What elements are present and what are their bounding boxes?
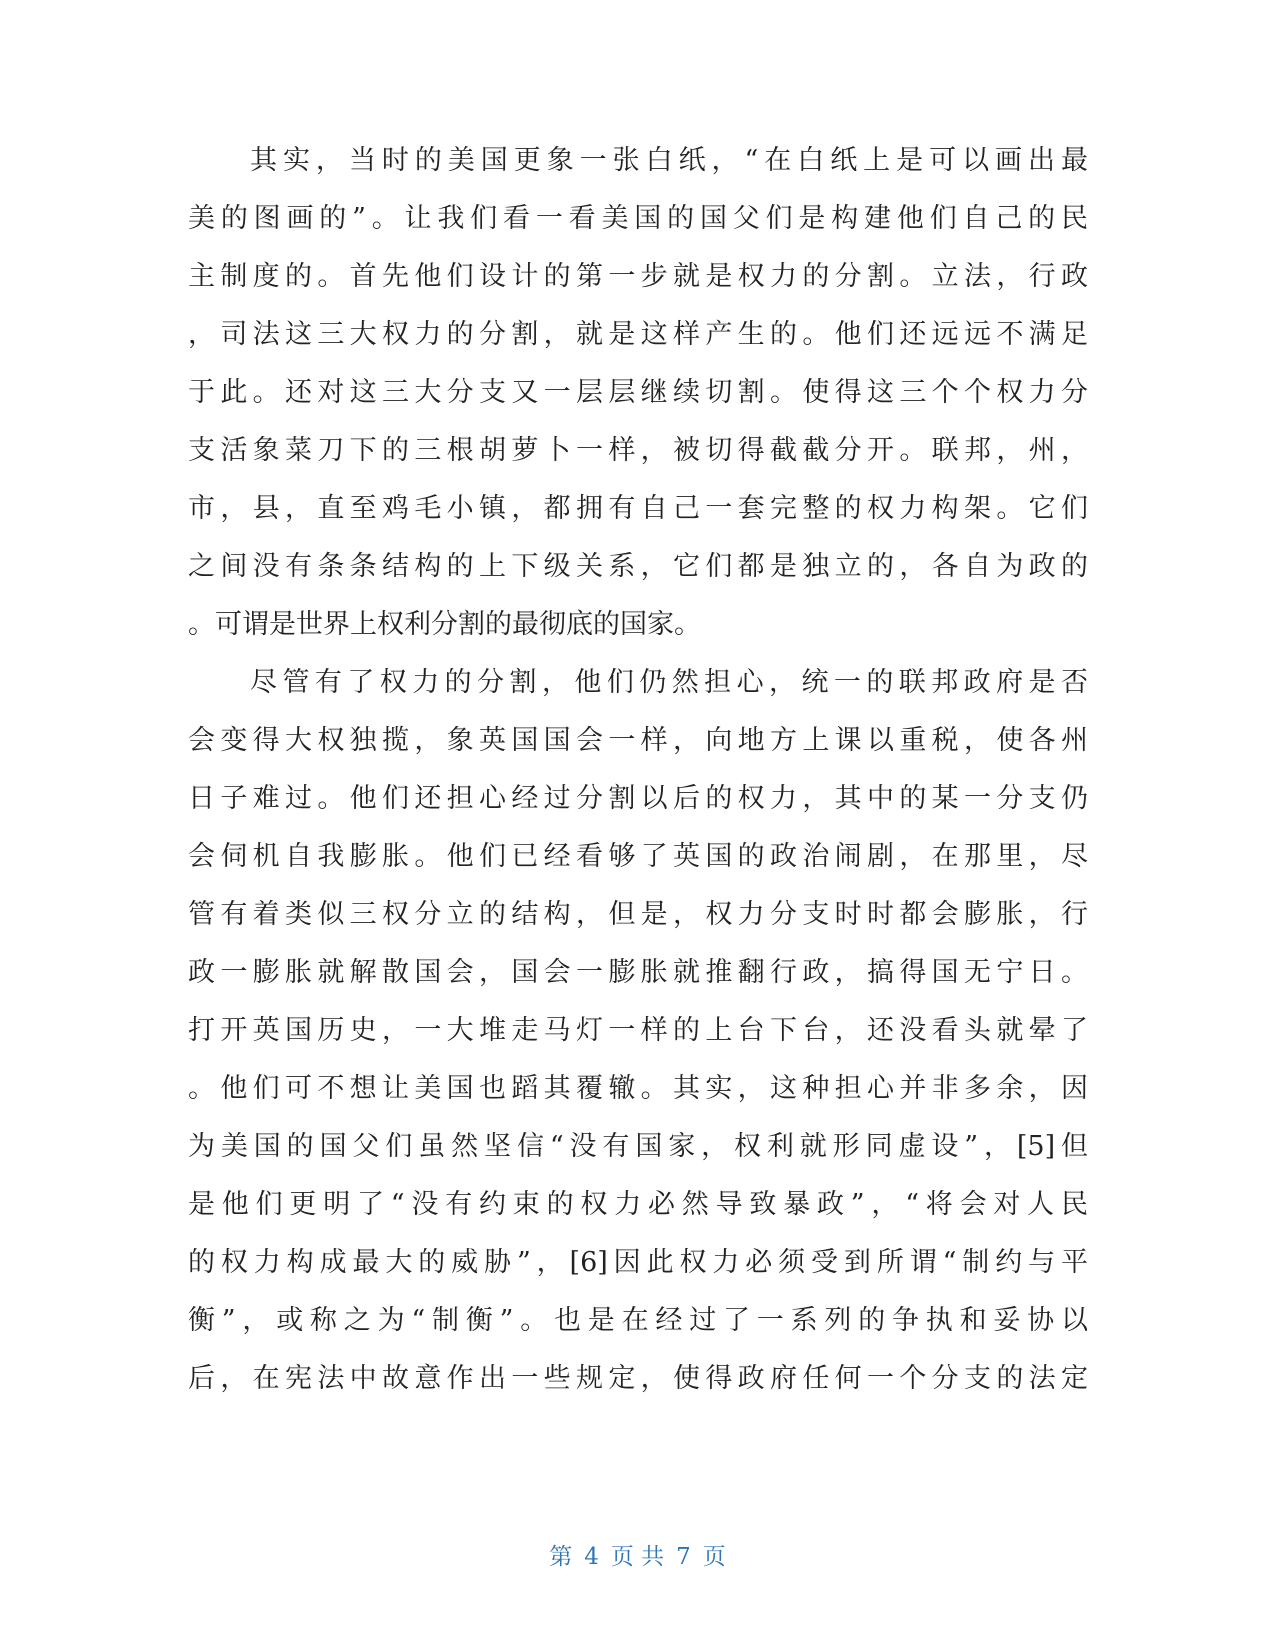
footer-total-pages: 7 [676, 1544, 691, 1570]
footer-prefix: 第 [549, 1544, 573, 1570]
footer-page-number: 4 [584, 1544, 599, 1570]
paragraph-2-line-13: 后，在宪法中故意作出一些规定，使得政府任何一个分支的法定 [188, 1363, 1088, 1394]
paragraph-1-line-4: ，司法这三大权力的分割，就是这样产生的。他们还远远不满足 [188, 319, 1088, 350]
paragraph-2-line-11: 的权力构成最大的威胁”，[6]因此权力必须受到所谓“制约与平 [188, 1247, 1088, 1278]
paragraph-1-line-9: 。可谓是世界上权利分割的最彻底的国家。 [188, 609, 701, 640]
footer-middle: 页 共 [610, 1544, 665, 1570]
footer-suffix: 页 [702, 1544, 726, 1570]
page-footer [0, 1538, 1275, 1571]
paragraph-1-line-5: 于此。还对这三大分支又一层层继续切割。使得这三个个权力分 [188, 377, 1088, 408]
paragraph-2-line-7: 打开英国历史，一大堆走马灯一样的上台下台，还没看头就晕了 [188, 1015, 1088, 1046]
paragraph-2-line-10: 是他们更明了“没有约束的权力必然导致暴政”，“将会对人民 [188, 1189, 1088, 1220]
paragraph-1-line-1: 其实，当时的美国更象一张白纸，“在白纸上是可以画出最 [250, 145, 1088, 176]
paragraph-2-line-12: 衡”，或称之为“制衡”。也是在经过了一系列的争执和妥协以 [188, 1305, 1088, 1336]
paragraph-2-line-1: 尽管有了权力的分割，他们仍然担心，统一的联邦政府是否 [250, 667, 1088, 698]
paragraph-2-line-6: 政一膨胀就解散国会，国会一膨胀就推翻行政，搞得国无宁日。 [188, 957, 1088, 988]
paragraph-1-line-2: 美的图画的”。让我们看一看美国的国父们是构建他们自己的民 [188, 203, 1088, 234]
paragraph-2-line-8: 。他们可不想让美国也蹈其覆辙。其实，这种担心并非多余，因 [188, 1073, 1088, 1104]
paragraph-2-line-9: 为美国的国父们虽然坚信“没有国家，权利就形同虚设”，[5]但 [188, 1131, 1088, 1162]
paragraph-2-line-2: 会变得大权独揽，象英国国会一样，向地方上课以重税，使各州 [188, 725, 1088, 756]
paragraph-2-line-5: 管有着类似三权分立的结构，但是，权力分支时时都会膨胀，行 [188, 899, 1088, 930]
paragraph-2-line-3: 日子难过。他们还担心经过分割以后的权力，其中的某一分支仍 [188, 783, 1088, 814]
paragraph-1-line-7: 市，县，直至鸡毛小镇，都拥有自己一套完整的权力构架。它们 [188, 493, 1088, 524]
paragraph-1-line-6: 支活象菜刀下的三根胡萝卜一样，被切得截截分开。联邦，州， [188, 435, 1088, 466]
paragraph-2-line-4: 会伺机自我膨胀。他们已经看够了英国的政治闹剧，在那里，尽 [188, 841, 1088, 872]
paragraph-1-line-8: 之间没有条条结构的上下级关系，它们都是独立的，各自为政的 [188, 551, 1088, 582]
paragraph-1-line-3: 主制度的。首先他们设计的第一步就是权力的分割。立法，行政 [188, 261, 1088, 292]
